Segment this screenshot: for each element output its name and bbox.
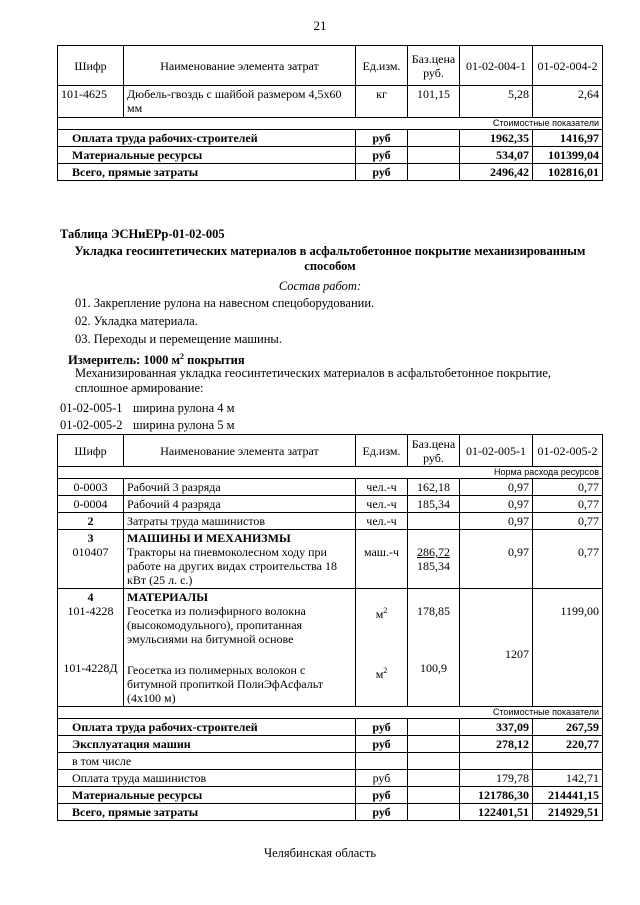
summary-row	[58, 130, 603, 147]
section-label: Стоимостные показатели	[58, 118, 603, 130]
summary-value-1: 122401,51	[460, 804, 533, 821]
col-header-price: Баз.цена руб.	[408, 435, 460, 467]
description: Механизированная укладка геосинтетических материалов в асфальтобетонное покрытие, сплошное армирование:	[75, 366, 552, 395]
unit-text: м	[375, 607, 384, 621]
summary-row	[58, 164, 603, 181]
summary-empty	[408, 130, 460, 147]
summary-empty	[408, 736, 460, 753]
row-value-2	[533, 589, 603, 707]
row-code	[58, 589, 124, 707]
summary-row	[58, 147, 603, 164]
summary-empty	[408, 147, 460, 164]
row-value-2	[533, 530, 603, 589]
summary-value-1: 179,78	[460, 770, 533, 787]
section-label: Стоимостные показатели	[58, 707, 603, 719]
summary-value-2: 101399,04	[533, 147, 603, 164]
table-row	[58, 530, 603, 589]
norm-label: Норма расхода ресурсов	[58, 467, 603, 479]
unit-sup: 2	[383, 606, 388, 615]
machine-unit: маш.-ч	[363, 545, 400, 559]
meter-suffix: покрытия	[184, 353, 245, 368]
summary-name: Всего, прямые затраты	[58, 804, 356, 821]
row-price	[408, 589, 460, 707]
summary-unit: руб	[356, 147, 408, 164]
summary-unit: руб	[356, 804, 408, 821]
row-price: 185,34	[408, 496, 460, 513]
summary-value-1: 1962,35	[460, 130, 533, 147]
unit-text: м	[375, 667, 384, 681]
row-unit: чел.-ч	[356, 513, 408, 530]
item-code: 101-4625	[58, 86, 124, 118]
item-value-2: 2,64	[533, 86, 603, 118]
material-value-2: 1199,00	[560, 604, 599, 618]
row-value-1: 0,97	[460, 479, 533, 496]
step-item: 03. Переходы и перемещение машины.	[75, 332, 282, 346]
summary-row	[58, 736, 603, 753]
col-header-code: Шифр	[58, 435, 124, 467]
summary-unit	[356, 753, 408, 770]
summary-value-2: 102816,01	[533, 164, 603, 181]
row-name	[124, 589, 356, 707]
row-value-2: 0,77	[533, 496, 603, 513]
material-code: 101-4228Д	[63, 661, 118, 675]
variant-code: 01-02-005-1	[60, 401, 123, 415]
variant-text: ширина рулона 4 м	[133, 401, 235, 415]
summary-value-1: 534,07	[460, 147, 533, 164]
row-code	[58, 530, 124, 589]
summary-value-2: 267,59	[533, 719, 603, 736]
summary-value-2	[533, 753, 603, 770]
row-value-2: 0,77	[533, 513, 603, 530]
summary-value-2: 214441,15	[533, 787, 603, 804]
variant-code: 01-02-005-2	[60, 418, 123, 432]
row-code: 2	[58, 513, 124, 530]
material-unit	[359, 604, 404, 621]
row-price: 162,18	[408, 479, 460, 496]
summary-unit: руб	[356, 719, 408, 736]
summary-name: Всего, прямые затраты	[58, 164, 356, 181]
table-id: Таблица ЭСНиЕРр-01-02-005	[60, 227, 225, 241]
col-header-code: Шифр	[58, 46, 124, 86]
machine-value-1: 0,97	[508, 545, 529, 559]
summary-name: в том числе	[58, 753, 356, 770]
summary-empty	[408, 770, 460, 787]
summary-empty	[408, 804, 460, 821]
row-unit: чел.-ч	[356, 479, 408, 496]
summary-name: Материальные ресурсы	[58, 787, 356, 804]
summary-name: Оплата труда машинистов	[58, 770, 356, 787]
summary-value-2: 220,77	[533, 736, 603, 753]
group-title: МАТЕРИАЛЫ	[127, 590, 208, 604]
summary-value-2: 214929,51	[533, 804, 603, 821]
section-row	[58, 118, 603, 130]
step-item: 01. Закрепление рулона на навесном спецоборудовании.	[75, 296, 375, 310]
summary-name: Материальные ресурсы	[58, 147, 356, 164]
col-header-name: Наименование элемента затрат	[124, 46, 356, 86]
summary-row	[58, 787, 603, 804]
machine-name: Тракторы на пневмоколесном ходу при работе на других видах строительства 18 кВт (25 л. с.)	[127, 545, 337, 587]
row-unit: чел.-ч	[356, 496, 408, 513]
material-name: Геосетка из полиэфирного волокна (высокомодульного), пропитанная эмульсиями на битумной основе	[127, 604, 306, 646]
summary-value-1: 121786,30	[460, 787, 533, 804]
row-name: Рабочий 4 разряда	[124, 496, 356, 513]
section-row	[58, 707, 603, 719]
summary-row	[58, 719, 603, 736]
machine-price-2: 185,34	[417, 559, 450, 573]
summary-empty	[408, 787, 460, 804]
summary-unit: руб	[356, 736, 408, 753]
group-code: 3	[87, 531, 94, 545]
meter-text: Измеритель: 1000 м	[68, 353, 181, 368]
table-header-row	[58, 46, 603, 86]
summary-unit: руб	[356, 130, 408, 147]
summary-empty	[408, 719, 460, 736]
material-code: 101-4228	[67, 604, 114, 618]
row-price	[408, 513, 460, 530]
row-value-1: 0,97	[460, 513, 533, 530]
row-name	[124, 530, 356, 589]
cost-table-1	[57, 45, 603, 181]
page-footer: Челябинская область	[263, 846, 377, 860]
item-name: Дюбель-гвоздь с шайбой размером 4,5х60 мм	[124, 86, 356, 118]
row-unit	[356, 530, 408, 589]
machine-price-1: 286,72	[417, 545, 450, 559]
item-value-1: 5,28	[460, 86, 533, 118]
row-value-1	[460, 530, 533, 589]
group-code: 4	[87, 590, 94, 604]
row-unit	[356, 589, 408, 707]
summary-row	[58, 753, 603, 770]
composition-label: Состав работ:	[278, 279, 362, 293]
col-header-variant-1: 01-02-004-1	[460, 46, 533, 86]
summary-row	[58, 804, 603, 821]
summary-value-1: 337,09	[460, 719, 533, 736]
col-header-variant-2: 01-02-005-2	[533, 435, 603, 467]
table-row	[58, 479, 603, 496]
summary-value-2: 142,71	[533, 770, 603, 787]
summary-value-1: 2496,42	[460, 164, 533, 181]
col-header-variant-2: 01-02-004-2	[533, 46, 603, 86]
row-code: 0-0003	[58, 479, 124, 496]
row-value-2: 0,77	[533, 479, 603, 496]
summary-unit: руб	[356, 770, 408, 787]
summary-value-2: 1416,97	[533, 130, 603, 147]
material-name: Геосетка из полимерных волокон с битумной пропиткой ПолиЭфАсфальт (4х100 м)	[127, 663, 323, 705]
material-value-1: 1207	[505, 647, 529, 661]
row-name: Затраты труда машинистов	[124, 513, 356, 530]
table-header-row	[58, 435, 603, 467]
material-price: 100,9	[420, 661, 447, 675]
col-header-unit: Ед.изм.	[356, 435, 408, 467]
machine-code: 010407	[72, 545, 109, 559]
variant-text: ширина рулона 5 м	[133, 418, 235, 432]
table-row	[58, 496, 603, 513]
item-price: 101,15	[408, 86, 460, 118]
summary-unit: руб	[356, 164, 408, 181]
summary-value-1	[460, 753, 533, 770]
row-price	[408, 530, 460, 589]
summary-value-1: 278,12	[460, 736, 533, 753]
material-price: 178,85	[417, 604, 450, 618]
machine-value-2: 0,77	[578, 545, 599, 559]
summary-name: Оплата труда рабочих-строителей	[58, 719, 356, 736]
group-title: МАШИНЫ И МЕХАНИЗМЫ	[127, 531, 291, 545]
meter-sup: 2	[180, 352, 185, 361]
table-row	[58, 589, 603, 707]
table-row	[58, 86, 603, 118]
unit-sup: 2	[383, 666, 388, 675]
summary-name: Эксплуатация машин	[58, 736, 356, 753]
col-header-name: Наименование элемента затрат	[124, 435, 356, 467]
summary-empty	[408, 164, 460, 181]
row-value-1: 0,97	[460, 496, 533, 513]
table-title: Укладка геосинтетических материалов в асфальтобетонное покрытие механизированным способом	[74, 244, 586, 273]
row-name: Рабочий 3 разряда	[124, 479, 356, 496]
section-row	[58, 467, 603, 479]
row-code: 0-0004	[58, 496, 124, 513]
summary-unit: руб	[356, 787, 408, 804]
col-header-unit: Ед.изм.	[356, 46, 408, 86]
col-header-price: Баз.цена руб.	[408, 46, 460, 86]
table-row	[58, 513, 603, 530]
step-item: 02. Укладка материала.	[75, 314, 198, 328]
row-value-1	[460, 589, 533, 707]
item-unit: кг	[356, 86, 408, 118]
summary-name: Оплата труда рабочих-строителей	[58, 130, 356, 147]
col-header-variant-1: 01-02-005-1	[460, 435, 533, 467]
material-unit	[359, 664, 404, 681]
summary-empty	[408, 753, 460, 770]
cost-table-2	[57, 434, 603, 821]
page-number: 21	[313, 18, 327, 33]
summary-row	[58, 770, 603, 787]
